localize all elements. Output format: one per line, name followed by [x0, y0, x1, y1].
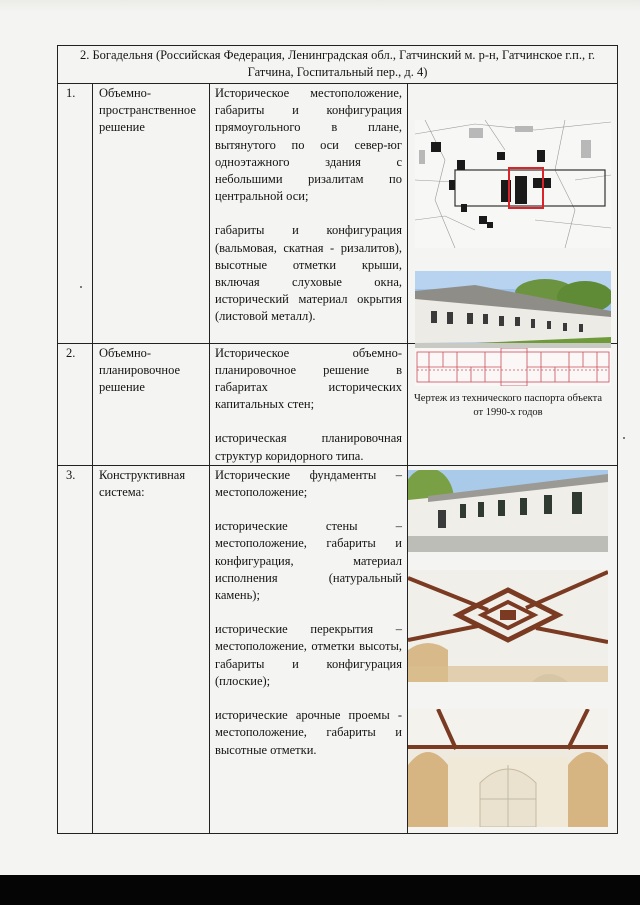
table-row — [58, 465, 618, 833]
scan-speck — [623, 437, 625, 439]
row-description — [210, 465, 408, 833]
description-paragraph: исторические арочные проемы - местоположение, габариты и высотные отметки. — [215, 708, 402, 757]
row-images — [408, 84, 618, 344]
row-name: Объемно-планировочное решение — [93, 343, 210, 465]
row-images — [408, 343, 618, 465]
object-title: 2. Богадельня (Российская Федерация, Ленинградская обл., Гатчинский м. р-н, Гатчинское г.п., г. Гатчина, Госпитальный пер., д. 4) — [58, 46, 618, 84]
description-paragraph: габариты и конфигурация (вальмовая, скатная - ризалитов), высотные отметки крыши, включая слуховые окна, исторический материал окрытия (листовой металл). — [215, 223, 402, 324]
scan-speck — [80, 286, 82, 288]
description-paragraph: исторические стены – местоположение, габариты и конфигурация, материал исполнения (натуральный камень); — [215, 519, 402, 603]
row-number: 3. — [58, 465, 93, 833]
scan-top-edge — [0, 0, 640, 12]
arches-photo — [408, 709, 608, 827]
row-description — [210, 343, 408, 465]
description-paragraph: историческая планировочная структур коридорного типа. — [215, 431, 402, 463]
table-row — [58, 343, 618, 465]
description-paragraph: исторические перекрытия – местоположение, отметки высоты, габариты и конфигурация (плоские); — [215, 622, 402, 688]
table-header-row — [58, 46, 618, 84]
protected-subject-table — [57, 45, 618, 834]
row-images — [408, 465, 618, 833]
row-name: Объемно-пространственное решение — [93, 84, 210, 344]
description-paragraph: Историческое объемно-планировочное решение в габаритах исторических капитальных стен; — [215, 345, 402, 412]
row-number: 1. — [58, 84, 93, 344]
row-description — [210, 84, 408, 344]
ceiling-photo — [408, 570, 608, 682]
exterior-photo — [408, 470, 608, 552]
floor-plan-drawing — [415, 348, 611, 386]
row-number: 2. — [58, 343, 93, 465]
site-plan-map — [415, 120, 611, 248]
description-paragraph: Историческое местоположение, габариты и конфигурация прямоугольного в плане, вытянутого по оси север-юг одноэтажного здания с небольшими ризалитам по центральной оси; — [215, 86, 402, 204]
row-name: Конструктивная система: — [93, 465, 210, 833]
description-paragraph: Исторические фундаменты – местоположение; — [215, 467, 402, 500]
drawing-caption: Чертеж из технического паспорта объекта от 1990-х годов — [413, 392, 602, 418]
table-row — [58, 84, 618, 344]
scan-bottom-edge — [0, 875, 640, 905]
